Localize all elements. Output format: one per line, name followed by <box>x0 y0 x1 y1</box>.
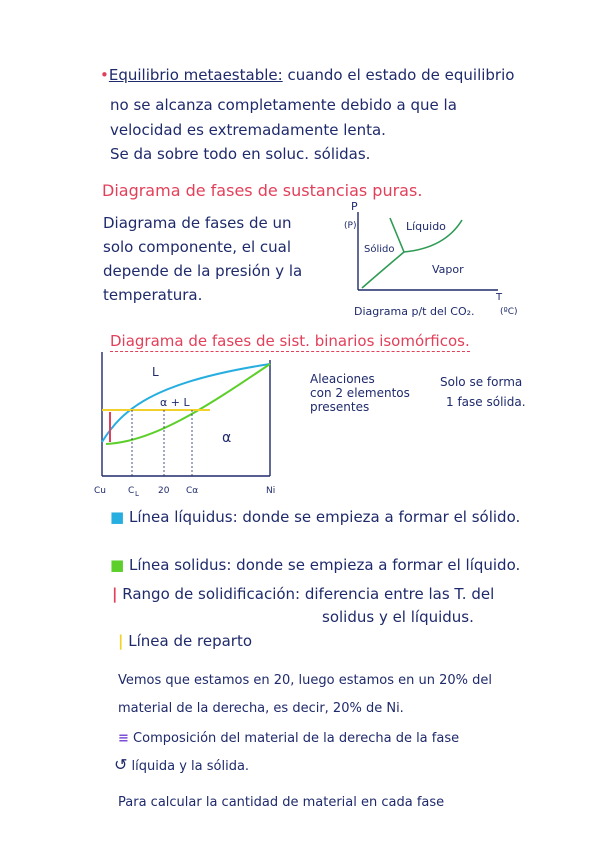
intro-line-2: no se alcanza completamente debido a que la <box>110 96 457 114</box>
x-label-20: 20 <box>158 486 170 496</box>
p-axis-unit: (P) <box>344 221 357 231</box>
t-axis-unit: (ºC) <box>500 307 518 317</box>
closing-p2-line2: ↺ líquida y la sólida. <box>114 755 250 774</box>
legend-marker-yellow: | <box>118 632 124 650</box>
closing-marker-purple: ≡ <box>118 731 129 746</box>
bullet-dot: • <box>100 66 109 84</box>
curl-mark: ↺ <box>114 755 128 774</box>
legend-marker-green: ■ <box>110 556 125 574</box>
region-alpha-l: α + L <box>160 396 190 409</box>
legend-marker-blue: ■ <box>110 508 125 526</box>
legend-solidus: ■ Línea solidus: donde se empieza a formar el líquido. <box>110 556 521 574</box>
note-alloys-1: Aleaciones <box>310 372 375 386</box>
section1-text-1: Diagrama de fases de un <box>103 214 292 232</box>
closing-p3: Para calcular la cantidad de material en cada fase <box>118 795 445 810</box>
p-axis-label: P <box>351 200 358 213</box>
co2-diagram-caption: Diagrama p/t del CO₂. <box>354 305 475 318</box>
legend-tie-line: | Línea de reparto <box>118 632 253 650</box>
legend-solidification-range: | Rango de solidificación: diferencia entre las T. del <box>112 585 495 603</box>
region-vapor: Vapor <box>432 263 464 276</box>
note-solid-2: 1 fase sólida. <box>446 395 526 409</box>
legend-marker-red: | <box>112 585 118 603</box>
section1-text-3: depende de la presión y la <box>103 262 303 280</box>
note-alloys-2: con 2 elementos <box>310 386 410 400</box>
section1-text-4: temperatura. <box>103 286 203 304</box>
region-l: L <box>152 365 159 379</box>
section2-title: Diagrama de fases de sist. binarios isomórficos. <box>110 332 470 350</box>
binary-phase-diagram <box>92 350 298 500</box>
sublimation-curve <box>362 252 404 288</box>
region-alpha: α <box>222 430 232 446</box>
co2-phase-diagram <box>330 200 540 325</box>
section1-text-2: solo componente, el cual <box>103 238 292 256</box>
closing-p1-line1: Vemos que estamos en 20, luego estamos en un 20% del <box>118 673 492 688</box>
intro-line-1-rest: cuando el estado de equilibrio <box>287 66 515 84</box>
intro-line-1 <box>100 66 514 84</box>
term-metastable: Equilibrio metaestable: <box>108 66 283 84</box>
t-axis-label: T <box>496 292 503 303</box>
note-alloys-3: presentes <box>310 400 370 414</box>
closing-p1-line2: material de la derecha, es decir, 20% de Ni. <box>118 701 404 716</box>
legend-solidification-range-2: solidus y el líquidus. <box>322 608 474 626</box>
region-solid: Sólido <box>364 244 395 255</box>
intro-line-3: velocidad es extremadamente lenta. <box>110 121 386 139</box>
closing-p2-line1: ≡ Composición del material de la derecha de la fase <box>118 731 460 746</box>
section1-title: Diagrama de fases de sustancias puras. <box>102 181 423 200</box>
x-label-cu: Cu <box>94 486 106 496</box>
note-solid-1: Solo se forma <box>440 375 523 389</box>
x-label-ni: Ni <box>266 486 276 496</box>
x-label-c1-sub: L <box>135 490 139 498</box>
legend-liquidus: ■ Línea líquidus: donde se empieza a formar el sólido. <box>110 508 521 526</box>
x-label-c1: C <box>128 486 135 496</box>
region-liquid: Líquido <box>406 220 446 233</box>
x-label-calpha: Cα <box>186 486 199 496</box>
intro-line-4: Se da sobre todo en soluc. sólidas. <box>110 145 371 163</box>
